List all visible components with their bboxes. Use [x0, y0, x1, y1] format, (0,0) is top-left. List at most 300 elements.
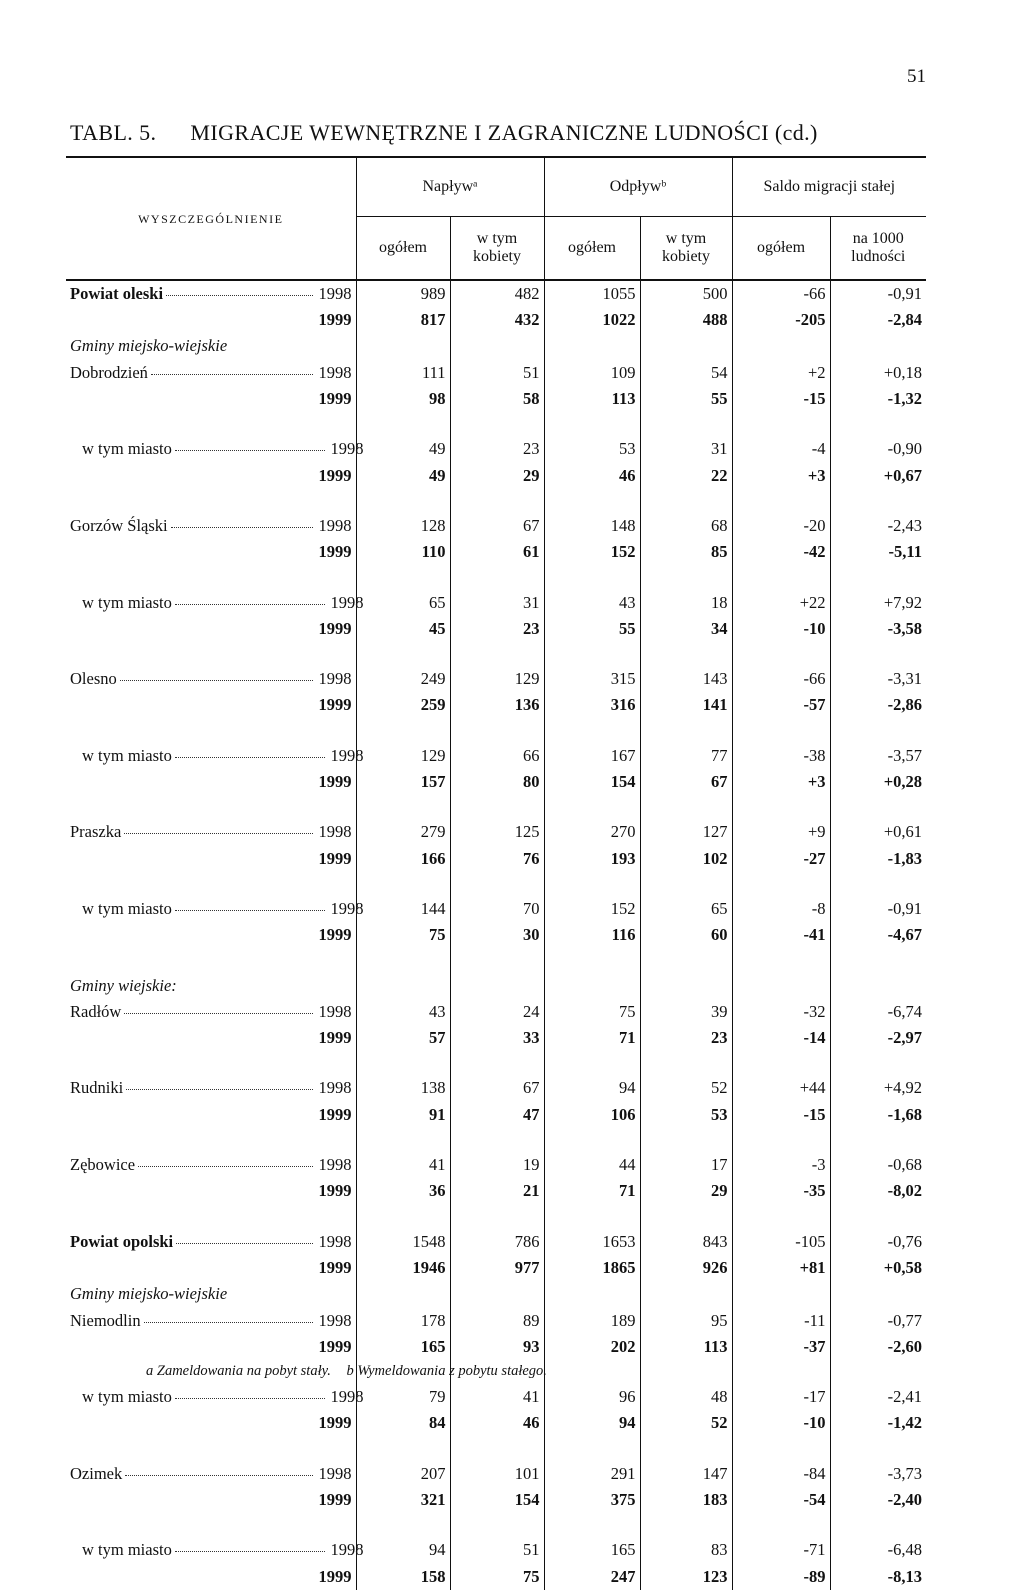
- value-cell: 91: [356, 1102, 450, 1128]
- value-cell: 488: [640, 307, 732, 333]
- empty-cell: [450, 973, 544, 999]
- col-header: ogółem: [356, 217, 450, 281]
- value-cell: 375: [544, 1487, 640, 1513]
- table-row: [66, 819, 926, 845]
- value-cell: 31: [450, 590, 544, 616]
- section-row: [66, 973, 926, 999]
- table-title-text: MIGRACJE WEWNĘTRZNE I ZAGRANICZNE LUDNOŚCI (cd.): [190, 120, 818, 145]
- spacer-row: [66, 489, 926, 513]
- value-cell: 46: [450, 1411, 544, 1437]
- row-label-line: [70, 1389, 364, 1406]
- spacer-cell: [450, 1437, 544, 1461]
- row-label: [66, 922, 356, 948]
- spacer-row: [66, 412, 926, 436]
- table-body: [66, 280, 926, 1590]
- row-label: [66, 307, 356, 333]
- value-cell: 110: [356, 539, 450, 565]
- row-label-line: [70, 1336, 352, 1356]
- value-cell: 127: [640, 819, 732, 845]
- value-cell: 71: [544, 1025, 640, 1051]
- spacer-cell: [356, 949, 450, 973]
- spacer-row: [66, 566, 926, 590]
- row-label-line: [70, 362, 352, 382]
- row-name: Gorzów Śląski: [70, 515, 168, 535]
- spacer-cell: [66, 1205, 356, 1229]
- row-year: 1998: [330, 1387, 364, 1407]
- footnote-a: a Zameldowania na pobyt stały.: [146, 1363, 331, 1379]
- value-cell: 52: [640, 1411, 732, 1437]
- table-row: [66, 1537, 926, 1563]
- row-label-line: [70, 1463, 352, 1483]
- row-label: [66, 616, 356, 642]
- value-cell: -41: [732, 922, 830, 948]
- row-label: [66, 436, 364, 462]
- row-year: 1998: [330, 745, 364, 765]
- row-label: [66, 1025, 356, 1051]
- value-cell: 147: [640, 1461, 732, 1487]
- value-cell: 48: [640, 1384, 732, 1410]
- value-cell: 65: [356, 590, 450, 616]
- value-cell: -38: [732, 743, 830, 769]
- value-cell: 18: [640, 590, 732, 616]
- spacer-cell: [640, 1513, 732, 1537]
- spacer-cell: [732, 872, 830, 896]
- value-cell: -15: [732, 1102, 830, 1128]
- spacer-cell: [450, 642, 544, 666]
- spacer-cell: [732, 1437, 830, 1461]
- spacer-row: [66, 719, 926, 743]
- value-cell: 29: [640, 1178, 732, 1204]
- value-cell: 96: [544, 1384, 640, 1410]
- row-name: Praszka: [70, 822, 122, 842]
- spacer-cell: [544, 795, 640, 819]
- value-cell: 29: [450, 463, 544, 489]
- row-year: 1999: [318, 1413, 352, 1433]
- table-number: TABL. 5.: [70, 120, 157, 145]
- row-label: [66, 1334, 356, 1360]
- value-cell: -2,40: [830, 1487, 926, 1513]
- value-cell: +0,58: [830, 1255, 926, 1281]
- spacer-cell: [66, 412, 356, 436]
- value-cell: -37: [732, 1334, 830, 1360]
- value-cell: 154: [450, 1487, 544, 1513]
- value-cell: -3,31: [830, 666, 926, 692]
- row-year: 1999: [318, 772, 352, 792]
- value-cell: +0,61: [830, 819, 926, 845]
- value-cell: 128: [356, 513, 450, 539]
- row-year: 1999: [318, 925, 352, 945]
- value-cell: 66: [450, 743, 544, 769]
- col-header: ogółem: [544, 217, 640, 281]
- spacer-row: [66, 1437, 926, 1461]
- value-cell: 279: [356, 819, 450, 845]
- spacer-cell: [830, 412, 926, 436]
- value-cell: 152: [544, 896, 640, 922]
- value-cell: 75: [544, 999, 640, 1025]
- value-cell: 44: [544, 1152, 640, 1178]
- value-cell: -0,68: [830, 1152, 926, 1178]
- row-label: [66, 999, 356, 1025]
- row-name: w tym miasto: [82, 745, 172, 765]
- row-label-line: [70, 671, 352, 688]
- table-row: [66, 436, 926, 462]
- value-cell: 94: [544, 1411, 640, 1437]
- row-label-line: [70, 927, 352, 944]
- row-label-line: [70, 1415, 352, 1432]
- spacer-cell: [732, 412, 830, 436]
- row-label: [66, 1537, 364, 1563]
- row-year: 1998: [318, 822, 352, 842]
- table-title: [70, 120, 818, 146]
- row-label-line: [70, 1257, 352, 1277]
- spacer-cell: [356, 489, 450, 513]
- value-cell: 36: [356, 1178, 450, 1204]
- row-label: [66, 693, 356, 719]
- value-cell: -15: [732, 386, 830, 412]
- empty-cell: [640, 334, 732, 360]
- table-row: [66, 1564, 926, 1590]
- spacer-cell: [732, 642, 830, 666]
- value-cell: 43: [356, 999, 450, 1025]
- value-cell: 989: [356, 280, 450, 307]
- table-row: [66, 769, 926, 795]
- spacer-cell: [356, 642, 450, 666]
- value-cell: 102: [640, 846, 732, 872]
- spacer-cell: [732, 566, 830, 590]
- value-cell: -4,67: [830, 922, 926, 948]
- row-label: [66, 463, 356, 489]
- row-label-line: [70, 1104, 352, 1124]
- col-header: ogółem: [732, 217, 830, 281]
- table-row: [66, 846, 926, 872]
- spacer-cell: [450, 1205, 544, 1229]
- row-label: [66, 1564, 356, 1590]
- row-label-line: [70, 1489, 352, 1509]
- value-cell: -2,97: [830, 1025, 926, 1051]
- row-year: 1998: [330, 439, 364, 459]
- row-year: 1999: [318, 542, 352, 562]
- row-name: w tym miasto: [82, 1387, 172, 1407]
- value-cell: 482: [450, 280, 544, 307]
- row-label-line: [70, 1080, 352, 1097]
- value-cell: +9: [732, 819, 830, 845]
- row-label: [66, 1384, 364, 1410]
- value-cell: 178: [356, 1308, 450, 1334]
- value-cell: +3: [732, 463, 830, 489]
- value-cell: -66: [732, 280, 830, 307]
- value-cell: 786: [450, 1229, 544, 1255]
- value-cell: 85: [640, 539, 732, 565]
- value-cell: 23: [450, 616, 544, 642]
- table-row: [66, 922, 926, 948]
- value-cell: -17: [732, 1384, 830, 1410]
- row-year: 1999: [318, 1489, 352, 1509]
- spacer-cell: [356, 1052, 450, 1076]
- value-cell: 71: [544, 1178, 640, 1204]
- value-cell: 165: [544, 1537, 640, 1563]
- spacer-cell: [66, 795, 356, 819]
- row-name: Rudniki: [70, 1078, 124, 1098]
- value-cell: -2,41: [830, 1384, 926, 1410]
- leader-dots: [176, 1242, 312, 1244]
- value-cell: 207: [356, 1461, 450, 1487]
- row-label: [66, 1487, 356, 1513]
- value-cell: +0,67: [830, 463, 926, 489]
- value-cell: 1653: [544, 1229, 640, 1255]
- value-cell: -6,74: [830, 999, 926, 1025]
- spacer-cell: [356, 566, 450, 590]
- value-cell: 113: [544, 386, 640, 412]
- row-label: [66, 666, 356, 692]
- spacer-cell: [356, 1513, 450, 1537]
- value-cell: 977: [450, 1255, 544, 1281]
- value-cell: -32: [732, 999, 830, 1025]
- spacer-row: [66, 1052, 926, 1076]
- empty-cell: [732, 1281, 830, 1307]
- spacer-cell: [830, 1513, 926, 1537]
- row-year: 1998: [330, 1540, 364, 1560]
- value-cell: 321: [356, 1487, 450, 1513]
- spacer-cell: [544, 1128, 640, 1152]
- spacer-cell: [640, 1205, 732, 1229]
- value-cell: 1022: [544, 307, 640, 333]
- row-year: 1998: [330, 592, 364, 612]
- leader-dots: [175, 909, 325, 911]
- spacer-cell: [66, 719, 356, 743]
- spacer-cell: [732, 795, 830, 819]
- leader-dots: [175, 756, 325, 758]
- row-year: 1999: [318, 1566, 352, 1586]
- spacer-cell: [830, 1205, 926, 1229]
- value-cell: 143: [640, 666, 732, 692]
- footnote-b: b Wymeldowania z pobytu stałego.: [346, 1363, 547, 1379]
- value-cell: -66: [732, 666, 830, 692]
- value-cell: 84: [356, 1411, 450, 1437]
- row-label-line: [70, 592, 364, 612]
- value-cell: 123: [640, 1564, 732, 1590]
- value-cell: 101: [450, 1461, 544, 1487]
- value-cell: 55: [640, 386, 732, 412]
- row-year: 1998: [318, 362, 352, 382]
- row-label-line: [70, 1030, 352, 1047]
- row-label: [66, 280, 356, 307]
- spacer-cell: [544, 1437, 640, 1461]
- value-cell: 158: [356, 1564, 450, 1590]
- table-row: [66, 1384, 926, 1410]
- value-cell: -57: [732, 693, 830, 719]
- table-row: [66, 743, 926, 769]
- spacer-cell: [732, 1128, 830, 1152]
- leader-dots: [175, 603, 325, 605]
- spacer-cell: [66, 1128, 356, 1152]
- row-label: [66, 743, 364, 769]
- spacer-cell: [450, 1128, 544, 1152]
- spacer-cell: [544, 1205, 640, 1229]
- row-year: 1999: [318, 1104, 352, 1124]
- value-cell: 60: [640, 922, 732, 948]
- spacer-cell: [732, 1360, 830, 1384]
- value-cell: -42: [732, 539, 830, 565]
- col-header: w tym kobiety: [640, 217, 732, 281]
- spacer-cell: [66, 872, 356, 896]
- leader-dots: [175, 1397, 325, 1399]
- spacer-cell: [544, 566, 640, 590]
- value-cell: 89: [450, 1308, 544, 1334]
- row-name: Powiat oleski: [70, 283, 164, 303]
- value-cell: -0,77: [830, 1308, 926, 1334]
- value-cell: +7,92: [830, 590, 926, 616]
- row-label: [66, 1178, 356, 1204]
- spacer-cell: [830, 489, 926, 513]
- leader-dots: [175, 449, 325, 451]
- value-cell: 843: [640, 1229, 732, 1255]
- row-year: 1998: [318, 515, 352, 535]
- table-row: [66, 590, 926, 616]
- value-cell: 67: [450, 1076, 544, 1102]
- group-header-balance: Saldo migracji stałej: [732, 157, 926, 217]
- value-cell: 141: [640, 693, 732, 719]
- row-year: 1998: [318, 1231, 352, 1251]
- empty-cell: [450, 334, 544, 360]
- value-cell: 152: [544, 539, 640, 565]
- spacer-cell: [830, 1052, 926, 1076]
- spacer-cell: [450, 566, 544, 590]
- spacer-cell: [640, 1437, 732, 1461]
- row-name: Powiat opolski: [70, 1231, 174, 1251]
- value-cell: -2,60: [830, 1334, 926, 1360]
- leader-dots: [144, 1321, 313, 1323]
- row-name: w tym miasto: [82, 592, 172, 612]
- value-cell: +22: [732, 590, 830, 616]
- value-cell: -8,13: [830, 1564, 926, 1590]
- value-cell: 129: [356, 743, 450, 769]
- row-label: [66, 1255, 356, 1281]
- row-year: 1999: [318, 310, 352, 330]
- section-row: [66, 1281, 926, 1307]
- value-cell: 70: [450, 896, 544, 922]
- empty-cell: [830, 973, 926, 999]
- empty-cell: [640, 1281, 732, 1307]
- value-cell: 67: [640, 769, 732, 795]
- row-name: w tym miasto: [82, 1540, 172, 1560]
- spacer-cell: [544, 1360, 640, 1384]
- row-label-line: [70, 618, 352, 638]
- spacer-cell: [450, 719, 544, 743]
- table-row: [66, 1025, 926, 1051]
- value-cell: -3,58: [830, 616, 926, 642]
- row-name: Ozimek: [70, 1463, 123, 1483]
- spacer-cell: [732, 489, 830, 513]
- spacer-cell: [544, 1052, 640, 1076]
- spacer-row: [66, 795, 926, 819]
- empty-cell: [356, 334, 450, 360]
- spacer-cell: [356, 795, 450, 819]
- page-number: 51: [907, 66, 926, 87]
- table-row: [66, 307, 926, 333]
- leader-dots: [151, 373, 313, 375]
- value-cell: -54: [732, 1487, 830, 1513]
- value-cell: 1865: [544, 1255, 640, 1281]
- table-row: [66, 539, 926, 565]
- empty-cell: [732, 973, 830, 999]
- spacer-cell: [732, 949, 830, 973]
- spacer-cell: [66, 1437, 356, 1461]
- value-cell: 291: [544, 1461, 640, 1487]
- table-row: [66, 999, 926, 1025]
- spacer-row: [66, 1205, 926, 1229]
- value-cell: 30: [450, 922, 544, 948]
- value-cell: 53: [544, 436, 640, 462]
- row-label-line: [70, 824, 352, 841]
- spacer-cell: [450, 1052, 544, 1076]
- value-cell: 52: [640, 1076, 732, 1102]
- value-cell: 144: [356, 896, 450, 922]
- value-cell: 79: [356, 1384, 450, 1410]
- row-label: [66, 1229, 356, 1255]
- value-cell: 926: [640, 1255, 732, 1281]
- spacer-cell: [450, 872, 544, 896]
- table-row: [66, 896, 926, 922]
- value-cell: -0,91: [830, 280, 926, 307]
- leader-dots: [120, 679, 313, 681]
- row-label: [66, 1102, 356, 1128]
- empty-cell: [356, 973, 450, 999]
- section-label: Gminy wiejskie:: [70, 975, 177, 995]
- value-cell: -2,86: [830, 693, 926, 719]
- row-label: [66, 590, 364, 616]
- row-label: [66, 896, 364, 922]
- row-name: Radłów: [70, 1001, 122, 1021]
- row-year: 1998: [318, 1078, 352, 1098]
- value-cell: 113: [640, 1334, 732, 1360]
- value-cell: 247: [544, 1564, 640, 1590]
- value-cell: -2,43: [830, 513, 926, 539]
- spacer-cell: [640, 412, 732, 436]
- empty-cell: [640, 973, 732, 999]
- row-name: w tym miasto: [82, 898, 172, 918]
- table-row: [66, 616, 926, 642]
- row-year: 1998: [318, 1001, 352, 1021]
- row-label-line: [70, 1310, 352, 1330]
- spacer-cell: [356, 719, 450, 743]
- spacer-cell: [356, 872, 450, 896]
- value-cell: -27: [732, 846, 830, 872]
- spacer-cell: [66, 949, 356, 973]
- table-row: [66, 1178, 926, 1204]
- row-year: 1999: [318, 1028, 352, 1048]
- value-cell: 22: [640, 463, 732, 489]
- spacer-cell: [66, 1052, 356, 1076]
- table-row: [66, 1411, 926, 1437]
- spacer-cell: [830, 566, 926, 590]
- value-cell: -20: [732, 513, 830, 539]
- value-cell: -1,83: [830, 846, 926, 872]
- value-cell: 31: [640, 436, 732, 462]
- row-year: 1998: [318, 283, 352, 303]
- value-cell: 95: [640, 1308, 732, 1334]
- value-cell: +0,18: [830, 360, 926, 386]
- spacer-cell: [640, 1360, 732, 1384]
- value-cell: 45: [356, 616, 450, 642]
- value-cell: -205: [732, 307, 830, 333]
- value-cell: 165: [356, 1334, 450, 1360]
- value-cell: 500: [640, 280, 732, 307]
- value-cell: -1,68: [830, 1102, 926, 1128]
- row-label: [66, 386, 356, 412]
- row-name: Olesno: [70, 669, 117, 689]
- value-cell: 1548: [356, 1229, 450, 1255]
- spacer-cell: [732, 1052, 830, 1076]
